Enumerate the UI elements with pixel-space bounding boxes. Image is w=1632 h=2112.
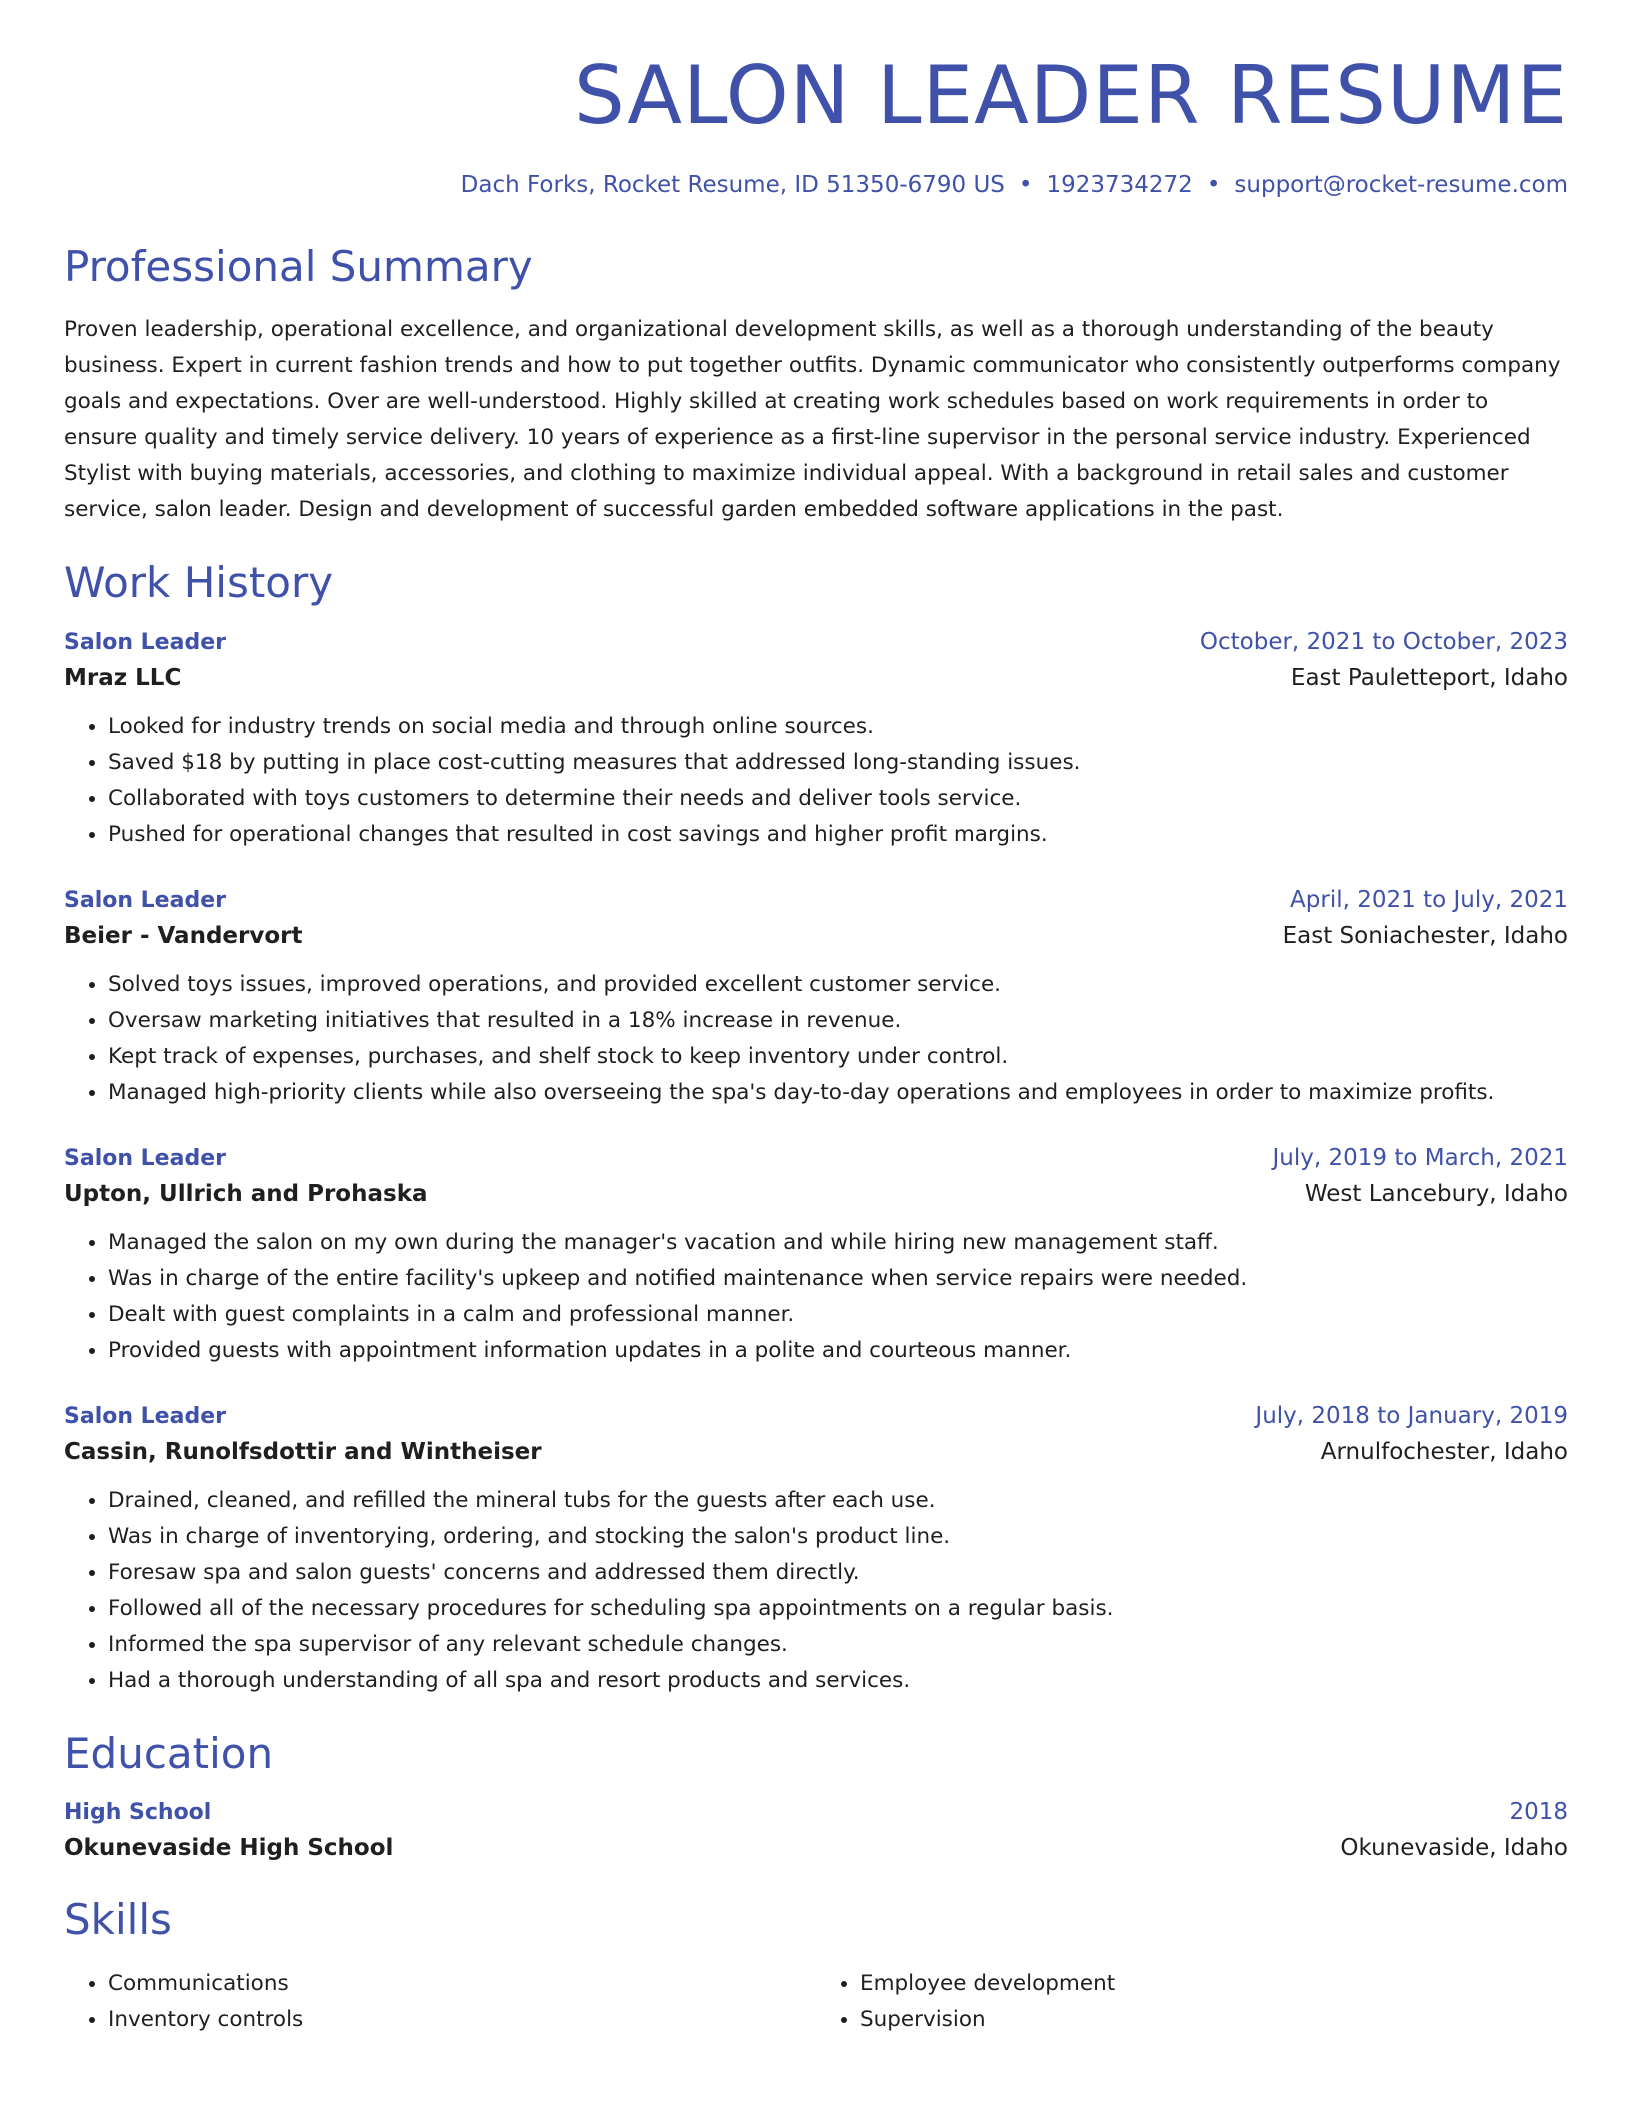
job-dates: October, 2021 to October, 2023: [1199, 628, 1568, 655]
contact-separator: •: [1206, 172, 1221, 198]
skills-column-right: [816, 1966, 1568, 2038]
job-dates: July, 2018 to January, 2019: [1255, 1402, 1568, 1429]
skill-item: • Employee development: [860, 1966, 1568, 2002]
summary-text: Proven leadership, operational excellence, and organizational development skills, as well as a thorough understanding of the beauty business. Expert in current fashion trends and how to put together outfits. Dynamic communicator who consistently outperforms company goals and expectations. Over are well-understood. Highly skilled at creating work schedules based on work requirements in order to ensure quality and timely service delivery. 10 years of experience as a first-line supervisor in the personal service industry. Experienced Stylist with buying materials, accessories, and clothing to maximize individual appeal. With a background in retail sales and customer service, salon leader. Design and development of successful garden embedded software applications in the past.: [64, 317, 1561, 523]
job-bullet: • Collaborated with toys customers to determine their needs and deliver tools service.: [108, 781, 1568, 817]
job-bullet: • Dealt with guest complaints in a calm and professional manner.: [108, 1297, 1568, 1333]
job-entry: [64, 629, 1568, 853]
skills-heading: Skills: [64, 1895, 172, 1945]
job-dates: April, 2021 to July, 2021: [1290, 886, 1568, 913]
job-location: Arnulfochester, Idaho: [1320, 1438, 1568, 1465]
job-company: Upton, Ullrich and Prohaska: [64, 1180, 428, 1207]
contact-phone: 1923734272: [1046, 172, 1193, 198]
job-bullet: • Drained, cleaned, and refilled the mineral tubs for the guests after each use.: [108, 1483, 1568, 1519]
contact-email: support@rocket-resume.com: [1234, 172, 1568, 198]
job-bullet: • Followed all of the necessary procedures for scheduling spa appointments on a regular basis.: [108, 1591, 1568, 1627]
job-title: Salon Leader: [64, 1403, 226, 1429]
job-location: West Lancebury, Idaho: [1304, 1180, 1568, 1207]
job-bullet: • Looked for industry trends on social media and through online sources.: [108, 709, 1568, 745]
job-bullet: • Saved $18 by putting in place cost-cutting measures that addressed long-standing issues.: [108, 745, 1568, 781]
education-year: 2018: [1509, 1799, 1568, 1826]
job-bullet: • Had a thorough understanding of all spa and resort products and services.: [108, 1663, 1568, 1699]
skill-item: • Communications: [108, 1966, 816, 2002]
job-bullet: • Provided guests with appointment information updates in a polite and courteous manner.: [108, 1333, 1568, 1369]
job-location: East Pauletteport, Idaho: [1290, 664, 1568, 691]
summary-heading: Professional Summary: [64, 242, 533, 291]
job-bullet: • Kept track of expenses, purchases, and shelf stock to keep inventory under control.: [108, 1039, 1568, 1075]
skill-item: • Supervision: [860, 2002, 1568, 2038]
skills-column-left: [64, 1966, 816, 2038]
job-dates: July, 2019 to March, 2021: [1272, 1144, 1568, 1171]
skill-item: • Inventory controls: [108, 2002, 816, 2038]
job-bullets: [64, 1225, 1568, 1369]
job-bullets: [64, 1483, 1568, 1699]
job-entry: [64, 887, 1568, 1111]
education-location: Okunevaside, Idaho: [1340, 1835, 1568, 1862]
skills-list: [64, 1966, 1568, 2038]
job-title: Salon Leader: [64, 629, 226, 655]
education-heading: Education: [64, 1728, 274, 1778]
job-company: Cassin, Runolfsdottir and Wintheiser: [64, 1438, 542, 1465]
education-degree: High School: [64, 1800, 212, 1826]
contact-line: [64, 172, 1568, 198]
job-title: Salon Leader: [64, 1145, 226, 1171]
job-bullet: • Was in charge of inventorying, ordering, and stocking the salon's product line.: [108, 1519, 1568, 1555]
job-title: Salon Leader: [64, 887, 226, 913]
job-entry: [64, 1145, 1568, 1369]
resume-title: SALON LEADER RESUME: [574, 49, 1568, 142]
job-bullet: • Foresaw spa and salon guests' concerns and addressed them directly.: [108, 1555, 1568, 1591]
contact-separator: •: [1018, 172, 1033, 198]
resume-header: [64, 50, 1568, 198]
work-history-heading: Work History: [64, 558, 334, 608]
job-company: Mraz LLC: [64, 664, 182, 691]
education-entry: [64, 1799, 1568, 1861]
job-bullet: • Managed the salon on my own during the manager's vacation and while hiring new management staff.: [108, 1225, 1568, 1261]
contact-address: Dach Forks, Rocket Resume, ID 51350-6790 US: [460, 172, 1005, 198]
job-bullet: • Solved toys issues, improved operations, and provided excellent customer service.: [108, 967, 1568, 1003]
job-bullet: • Oversaw marketing initiatives that resulted in a 18% increase in revenue.: [108, 1003, 1568, 1039]
job-location: East Soniachester, Idaho: [1282, 922, 1568, 949]
job-bullets: [64, 709, 1568, 853]
job-entry: [64, 1403, 1568, 1699]
job-bullet: • Was in charge of the entire facility's upkeep and notified maintenance when service repairs were needed.: [108, 1261, 1568, 1297]
job-bullet: • Pushed for operational changes that resulted in cost savings and higher profit margins.: [108, 817, 1568, 853]
education-school: Okunevaside High School: [64, 1835, 394, 1862]
job-company: Beier - Vandervort: [64, 922, 303, 949]
job-bullet: • Informed the spa supervisor of any relevant schedule changes.: [108, 1627, 1568, 1663]
job-bullets: [64, 967, 1568, 1111]
job-bullet: • Managed high-priority clients while also overseeing the spa's day-to-day operations and employees in order to maximize profits.: [108, 1075, 1568, 1111]
